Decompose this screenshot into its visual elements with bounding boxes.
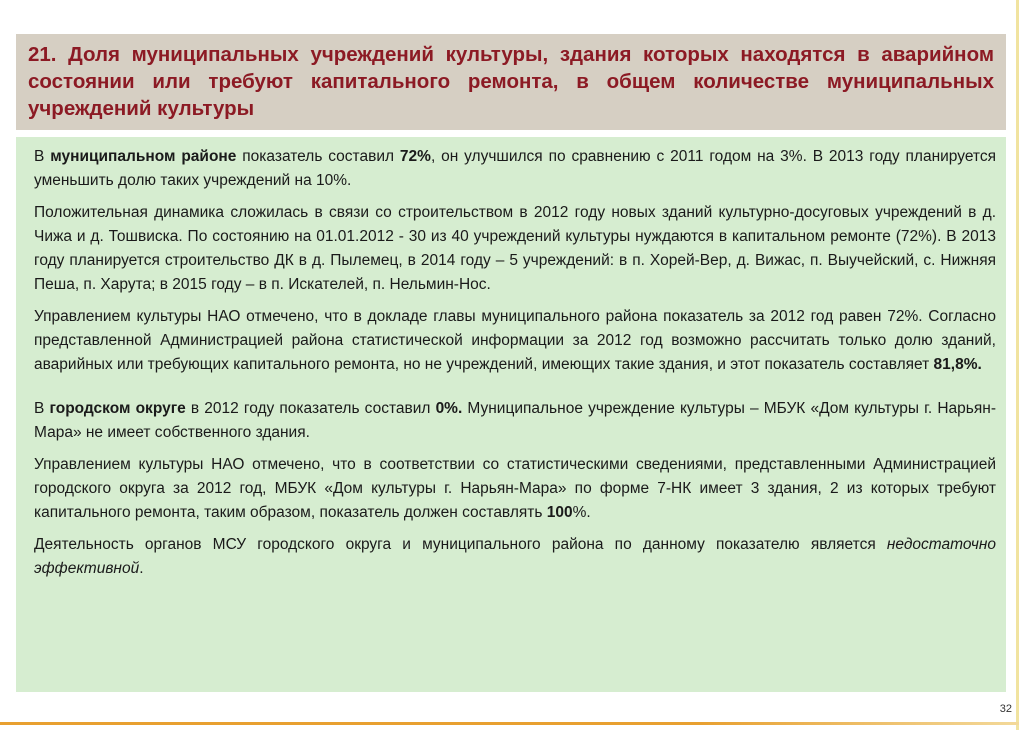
text: Управлением культуры НАО отмечено, что в соответствии со статистическими сведениями, представленными Администрацией городского округа за 2012 год, МБУК «Дом культуры г. Нарьян-Мара» по форме 7-НК имеет 3 здания, 2 из которых требуют капитального ремонта, таким образом, показатель должен составлять [34, 456, 996, 521]
bold-text: городском округе [49, 400, 186, 417]
paragraph-conclusion [34, 533, 996, 581]
right-frame-line [1016, 0, 1019, 730]
text: В [34, 400, 50, 417]
text: , он улучшился по сравнению с 2011 годом на 3%. В 2013 году планируется уменьшить долю таких учреждений на 10%. [34, 148, 996, 189]
text: . [139, 560, 144, 577]
text: в 2012 году показатель составил [185, 400, 436, 417]
paragraph-culture-dept-district [34, 305, 996, 377]
italic-text: недостаточно эффективной [34, 536, 996, 577]
content-panel [16, 137, 1006, 692]
paragraph-city-district [34, 397, 996, 445]
bold-value: 100 [546, 504, 573, 521]
slide-title: 21. Доля муниципальных учреждений культуры, здания которых находятся в аварийном состоянии или требуют капитального ремонта, в общем количестве муниципальных учреждений культуры [28, 43, 994, 120]
bold-text: муниципальном районе [50, 148, 237, 165]
bottom-frame-line-fade [700, 722, 1019, 725]
paragraph-dynamics: Положительная динамика сложилась в связи со строительством в 2012 году новых зданий культурно-досуговых учреждений в д. Чижа и д. Тошвиска. По состоянию на 01.01.2012 - 30 из 40 учреждений культуры нуждаются в капитальном ремонте (72%). В 2013 году планируется строительство ДК в д. Пылемец, в 2014 году – 5 учреждений: в п. Хорей-Вер, д. Вижас, п. Выучейский, с. Нижняя Пеша, п. Харута; в 2015 году – в п. Искателей, п. Нельмин-Нос. [34, 204, 996, 293]
text: Муниципальное учреждение культуры – МБУК «Дом культуры г. Нарьян-Мара» не имеет собственного здания. [34, 400, 996, 441]
page-number: 32 [999, 703, 1012, 715]
paragraph-culture-dept-city [34, 453, 996, 525]
bold-value: 0%. [435, 400, 463, 417]
paragraph-municipal-district [34, 145, 996, 193]
title-banner [16, 34, 1006, 130]
bold-value: 81,8%. [933, 356, 982, 373]
text: показатель составил [236, 148, 400, 165]
text: В [34, 148, 51, 165]
text: %. [572, 504, 591, 521]
text: Управлением культуры НАО отмечено, что в докладе главы муниципального района показатель за 2012 год равен 72%. Согласно представленной Администрацией района статистической информации за 2012 год возможно рассчитать только долю зданий, аварийных или требующих капитального ремонта, но не учреждений, имеющих такие здания, и этот показатель составляет [34, 308, 996, 373]
bold-value: 72% [399, 148, 431, 165]
text: Деятельность органов МСУ городского округа и муниципального района по данному показателю является [34, 536, 887, 553]
